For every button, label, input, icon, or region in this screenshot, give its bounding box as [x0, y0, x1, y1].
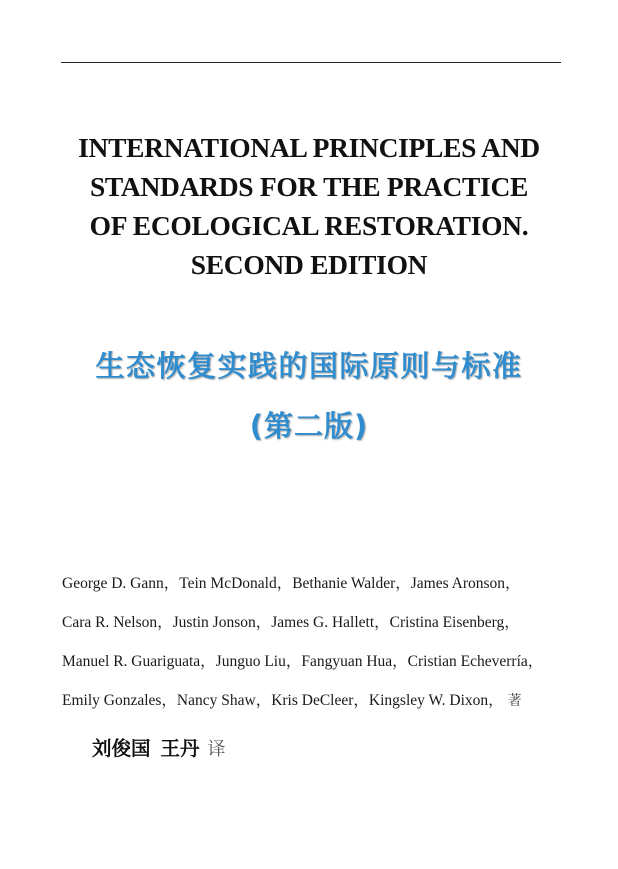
top-rule: [61, 62, 561, 63]
translators: [92, 733, 226, 761]
chinese-edition: (第二版): [249, 409, 369, 443]
author-list: [62, 572, 582, 728]
english-title-line: STANDARDS FOR THE PRACTICE: [89, 171, 529, 202]
translated-mark: 译: [207, 739, 226, 760]
author-line: Cara R. Nelson，Justin Jonson，James G. Hallett，Cristina Eisenberg，: [62, 614, 520, 631]
translator-name: 王丹: [160, 737, 200, 760]
author-line: [62, 689, 582, 728]
english-title-line: SECOND EDITION: [190, 249, 428, 280]
author-line: Manuel R. Guariguata，Junguo Liu，Fangyuan Hua，Cristian Echeverría，: [62, 653, 544, 670]
translator-name: 刘俊国: [92, 737, 151, 760]
chinese-title: 生态恢复实践的国际原则与标准: [95, 349, 523, 383]
english-title-line: INTERNATIONAL PRINCIPLES AND: [78, 132, 540, 163]
authored-mark: 著: [507, 693, 522, 709]
english-title-line: OF ECOLOGICAL RESTORATION.: [89, 210, 529, 241]
english-title: [0, 128, 618, 284]
author-line-text: Emily Gonzales，Nancy Shaw，Kris DeCleer，Kingsley W. Dixon，: [62, 692, 504, 709]
author-line: George D. Gann，Tein McDonald，Bethanie Walder，James Aronson，: [62, 575, 521, 592]
